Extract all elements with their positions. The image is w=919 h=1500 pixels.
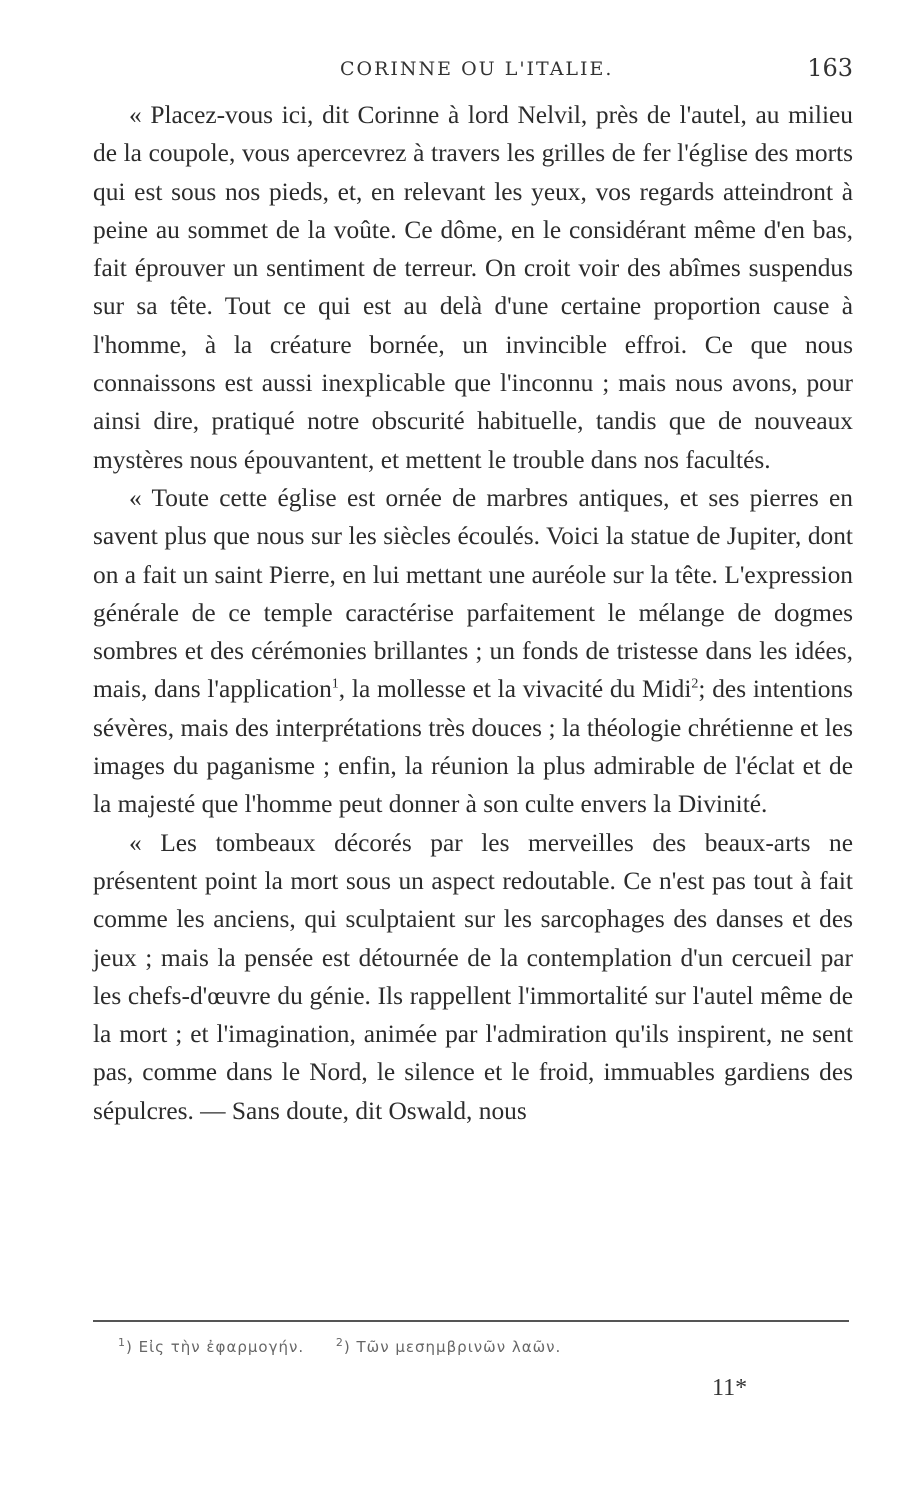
paragraph-2	[93, 479, 853, 824]
footnote-1-marker: 1	[118, 1336, 126, 1349]
paragraph-2-text-b: , la mollesse et la vivacité du Midi	[338, 675, 692, 704]
body-text	[93, 96, 853, 1130]
footnote-2: $^2$) Τῶν μεσημβρινῶν λαῶν.	[335, 1336, 562, 1356]
footnotes	[118, 1336, 587, 1356]
running-title: CORINNE OU L'ITALIE.	[340, 58, 614, 80]
paragraph-1	[93, 96, 853, 479]
page-number: 163	[807, 54, 853, 82]
paragraph-2-text-a: « Toute cette église est ornée de marbres antiques, et ses pierres en savent plus que nous sur les siècles écoulés. Voici la statue de Jupiter, dont on a fait un saint Pierre, en lui mettant une auréole sur la tête. L'expression générale de ce temple caractérise parfaitement le mélange de dogmes sombres et des cérémonies brillantes ; un fonds de tristesse dans les idées, mais, dans l'application	[93, 483, 853, 704]
footnote-rule	[93, 1320, 849, 1322]
signature-mark: 11*	[712, 1375, 748, 1401]
footnote-1-text: Εἰς τὴν ἐφαρμογήν.	[138, 1338, 305, 1356]
footnote-2-marker: 2	[335, 1336, 344, 1349]
paragraph-2-text-c: ; des intentions sévères, mais des interprétations très douces ; la théologie chrétienne et les images du paganisme ; enfin, la réunion la plus admirable de l'éclat et de la majesté que l'homme peut donner à son culte envers la Divinité.	[93, 675, 853, 819]
footnote-ref-2: 2	[691, 676, 699, 692]
paragraph-3	[93, 824, 853, 1130]
footnote-2-text: Τῶν μεσημβρινῶν λαῶν.	[356, 1338, 562, 1356]
paragraph-1-text: « Placez-vous ici, dit Corinne à lord Nelvil, près de l'autel, au milieu de la coupole, vous apercevrez à travers les grilles de fer l'église des morts qui est sous nos pieds, et, en relevant les yeux, vos regards atteindront à peine au sommet de la voûte. Ce dôme, en le considérant même d'en bas, fait éprouver un sentiment de terreur. On croit voir des abîmes suspendus sur sa tête. Tout ce qui est au delà d'une certaine proportion cause à l'homme, à la créature bornée, un invincible effroi. Ce que nous connaissons est aussi inexplicable que l'inconnu ; mais nous avons, pour ainsi dire, pratiqué notre obscurité habituelle, tandis que de nouveaux mystères nous épouvantent, et mettent le trouble dans nos facultés.	[93, 101, 853, 474]
footnote-1: $^1$) Εἰς τὴν ἐφαρμογήν.	[118, 1336, 305, 1356]
footnote-ref-1: 1	[331, 676, 339, 692]
paragraph-3-text: « Les tombeaux décorés par les merveilles des beaux-arts ne présentent point la mort sous un aspect redoutable. Ce n'est pas tout à fait comme les anciens, qui sculptaient sur les sarcophages des danses et des jeux ; mais la pensée est détournée de la contemplation d'un cercueil par les chefs-d'œuvre du génie. Ils rappellent l'immortalité sur l'autel même de la mort ; et l'imagination, animée par l'admiration qu'ils inspirent, ne sent pas, comme dans le Nord, le silence et le froid, immuables gardiens des sépulcres. — Sans doute, dit Oswald, nous	[93, 828, 853, 1125]
